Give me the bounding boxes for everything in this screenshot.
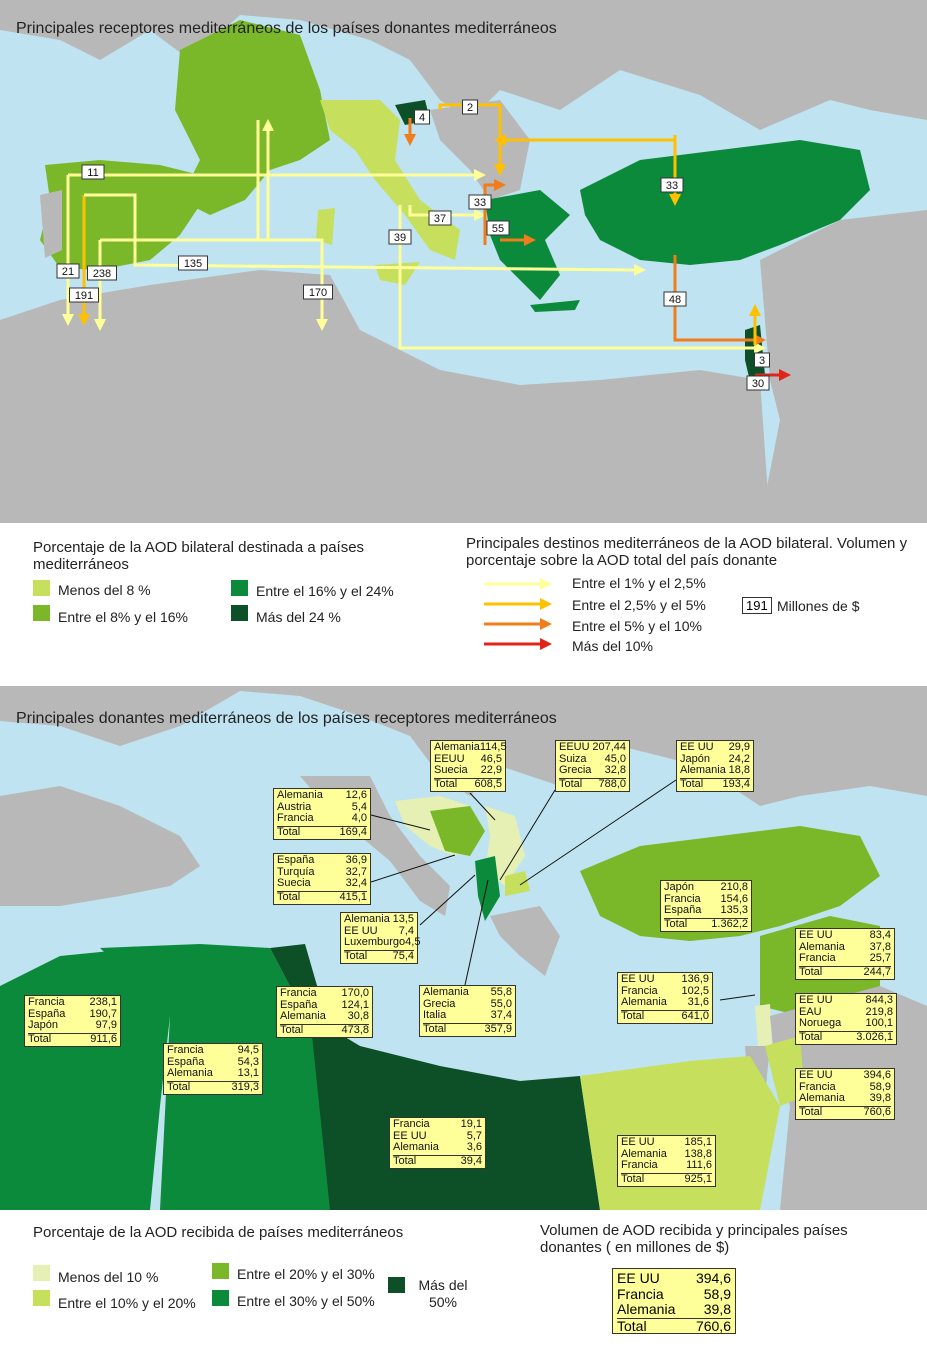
donor-value: 190,7 [89,1007,117,1020]
donor-row [280,988,369,1000]
donor-value: 31,6 [687,996,709,1008]
flow-value: 21 [61,266,75,278]
donor-value: 46,5 [480,752,502,765]
donor-value: 13,1 [237,1067,259,1079]
flow-value: 37 [433,213,447,225]
donor-row [621,1160,712,1172]
total-row [680,778,750,791]
flow-value: 170 [308,287,328,299]
total-value: 193,4 [722,777,750,790]
donor-name: Alemania [680,764,726,776]
flow-value: 39 [393,232,407,244]
legend1-dest-1: Entre el 2,5% y el 5% [572,597,706,613]
donor-name: Francia [277,812,314,824]
recipient-box [660,880,752,932]
total-value: 357,9 [484,1022,512,1035]
donor-name: Japón [664,881,694,893]
donor-value: 5,4 [351,800,367,813]
total-row [393,1155,482,1168]
total-row [280,1024,369,1037]
flow-value: 191 [74,290,94,302]
donor-row [277,813,367,825]
total-row [799,966,891,979]
donor-value: 4,5 [405,936,421,948]
total-label: Total [799,1030,823,1043]
donor-name: EE UU [621,1136,655,1148]
total-value: 760,6 [863,1105,891,1118]
donor-row [277,878,367,890]
legend2-vol-total-value: 760,6 [695,1317,731,1334]
donor-name: Suecia [434,764,468,776]
donor-name: Alemania [799,940,845,953]
donor-name: Alemania [167,1067,213,1079]
total-value: 39,4 [460,1154,482,1167]
donor-value: 94,5 [237,1044,259,1056]
total-label: Total [167,1080,191,1093]
donor-row [559,765,626,777]
donor-name: Noruega [799,1017,842,1029]
total-value: 1.362,2 [711,917,748,930]
donor-value: 219,8 [865,1005,893,1018]
donor-value: 136,9 [681,973,709,985]
donor-name: Francia [28,996,65,1008]
total-row [277,826,367,839]
donor-value: 29,9 [728,741,750,753]
total-label: Total [434,777,458,790]
recipient-box [24,995,121,1047]
donor-row [680,765,750,777]
legend2-item-4: Más del 50% [418,1277,468,1310]
donor-value: 100,1 [865,1017,893,1029]
donor-row [344,936,421,949]
legend1-dest-0: Entre el 1% y el 2,5% [572,575,706,591]
legend1-item-2: Entre el 16% y el 24% [256,583,394,599]
map2-title: Principales donantes mediterráneos de los países receptores mediterráneos [16,710,557,727]
flow-value: 238 [92,268,112,280]
donor-value: 394,6 [863,1069,891,1081]
donor-row [799,1018,893,1030]
total-row [621,1010,709,1023]
total-row [277,891,367,904]
flow-value: 55 [491,223,505,235]
recipient-box [276,986,373,1038]
total-value: 473,8 [341,1023,369,1036]
donor-row [559,742,626,754]
legend1-dest-3: Más del 10% [572,638,653,654]
donor-value: 124,1 [341,998,369,1011]
total-label: Total [277,890,301,903]
total-row [434,778,502,791]
flow-value: 3 [758,355,766,367]
total-row [799,1106,891,1119]
total-row [799,1031,893,1044]
donor-name: EEUU [434,752,465,765]
donor-row [799,930,891,942]
donor-row [621,974,709,986]
total-row [423,1023,512,1036]
total-label: Total [423,1022,447,1035]
donor-name: Alemania [799,1092,845,1104]
donor-map [0,0,927,523]
donor-value: 39,8 [869,1092,891,1104]
donor-value: 12,6 [345,789,367,801]
total-label: Total [280,1023,304,1036]
legend2-swatch-0 [33,1265,50,1281]
donor-value: 13,5 [392,913,414,925]
legend1-unit-label: Millones de $ [777,598,860,614]
donor-name: Francia [799,952,836,964]
donor-value: 83,4 [869,929,891,941]
donor-name: Francia [621,984,658,997]
total-label: Total [559,777,583,790]
donor-name: Turquía [277,865,315,878]
legend2-item-1: Entre el 10% y el 20% [58,1295,196,1311]
donor-value: 102,5 [681,984,709,997]
total-label: Total [28,1032,52,1045]
flow-value: 4 [418,112,426,124]
donor-row [621,1137,712,1149]
recipient-box [795,1068,895,1120]
donor-name: Alemania [393,1141,439,1153]
donor-name: Luxemburgo [344,936,406,948]
total-label: Total [799,1105,823,1118]
legend1-swatch-3 [231,605,248,621]
total-row [559,778,626,791]
donor-row [277,855,367,867]
total-row [28,1033,117,1046]
total-value: 911,6 [90,1032,117,1045]
legend2-vol-total-label: Total [617,1317,647,1334]
donor-name: Francia [664,892,701,905]
legend1-item-3: Más del 24 % [256,609,341,625]
total-label: Total [277,825,301,838]
donor-name: EE UU [344,924,378,937]
recipient-box [617,1135,716,1187]
donor-row [277,790,367,802]
donor-name: Grecia [559,764,592,776]
total-value: 169,4 [339,825,367,838]
donor-row [167,1068,259,1080]
donor-value: 54,3 [237,1055,259,1068]
total-row [664,918,748,931]
donor-value: 55,0 [490,997,512,1010]
donor-value: 19,1 [460,1118,482,1130]
donor-name: EE UU [680,741,714,753]
donor-name: España [167,1055,205,1068]
donor-name: Alemania [434,741,480,753]
donor-value: 154,6 [720,892,748,905]
legend2-item-3: Entre el 30% y el 50% [237,1293,375,1309]
donor-row [28,997,117,1009]
donor-name: EE UU [799,929,833,941]
donor-value: 3,6 [466,1141,482,1153]
donor-value: 36,9 [345,854,367,866]
total-label: Total [621,1172,645,1185]
donor-value: 37,4 [490,1009,512,1021]
donor-row [799,953,891,965]
donor-name: España [664,904,702,916]
donor-value: 185,1 [684,1136,712,1148]
legend2-vol-val-2: 39,8 [703,1301,731,1317]
donor-name: Francia [799,1080,836,1093]
donor-row [434,765,502,777]
flow-value: 2 [466,102,474,114]
total-label: Total [621,1009,645,1022]
region-lebanon [755,1004,772,1046]
donor-name: EAU [799,1005,822,1018]
legend2-vol-name-0: EE UU [617,1270,660,1286]
donor-value: 210,8 [720,881,748,893]
donor-row [423,1010,512,1022]
map1-title: Principales receptores mediterráneos de los países donantes mediterráneos [16,20,557,37]
donor-row [664,882,748,894]
donor-value: 7,4 [398,924,414,937]
legend2-item-2: Entre el 20% y el 30% [237,1266,375,1282]
donor-value: 170,0 [341,987,369,999]
recipient-box [430,740,506,792]
total-label: Total [344,949,368,962]
donor-row [434,741,507,754]
donor-name: EE UU [621,973,655,985]
donor-value: 4,0 [351,812,367,824]
donor-name: Francia [393,1118,430,1130]
total-value: 244,7 [863,965,891,978]
recipient-box [389,1117,486,1169]
legend2-swatch-1 [33,1290,50,1306]
donor-value: 22,9 [480,764,502,776]
total-value: 788,0 [598,777,626,790]
donor-value: 135,3 [720,904,748,916]
donor-name: Francia [280,987,317,999]
total-value: 925,1 [684,1172,712,1185]
recipient-box [617,972,713,1024]
total-row [344,950,414,963]
legend2-vol-title: Volumen de AOD recibida y principales países donantes ( en millones de $) [540,1222,848,1256]
legend2-swatch-4 [388,1277,405,1293]
total-value: 3.026,1 [856,1030,893,1043]
legend2-swatch-2 [212,1263,229,1279]
donor-name: EEUU [559,741,590,753]
flow-value: 30 [751,378,765,390]
donor-name: Japón [680,752,710,765]
donor-name: Alemania [621,996,667,1008]
legend1-swatch-1 [33,605,50,621]
donor-value: 45,0 [604,752,626,765]
total-label: Total [799,965,823,978]
legend2-vol-name-2: Alemania [617,1301,676,1317]
donor-name: Francia [621,1159,658,1171]
donor-row [393,1119,482,1131]
donor-row [423,987,512,999]
recipient-box [676,740,754,792]
donor-value: 32,8 [604,764,626,776]
donor-row [799,1093,891,1105]
legend2-vol-name-1: Francia [617,1285,664,1302]
legend2-vol-box [612,1268,736,1334]
legend1-swatch-0 [33,580,50,596]
donor-value: 114,5 [479,741,507,753]
recipient-box [163,1043,263,1095]
recipient-box [795,928,895,980]
donor-value: 844,3 [865,994,893,1006]
donor-value: 58,9 [869,1080,891,1093]
donor-name: Alemania [344,913,390,925]
total-row [167,1081,259,1094]
donor-name: Francia [167,1044,204,1056]
legend1-arrows [482,574,552,654]
donor-value: 97,9 [95,1019,117,1031]
recipient-box [555,740,630,792]
flow-value: 33 [665,180,679,192]
total-value: 75,4 [392,949,414,962]
donor-value: 18,8 [728,764,750,776]
donor-value: 207,44 [592,741,626,753]
donor-name: Austria [277,800,312,813]
donor-name: España [277,854,315,866]
total-row [621,1173,712,1186]
donor-row [799,995,893,1007]
donor-name: Alemania [280,1010,326,1022]
donor-name: Suecia [277,877,311,889]
legend1-item-0: Menos del 8 % [58,582,151,598]
donor-value: 55,8 [490,986,512,998]
recipient-box [273,788,371,840]
donor-row [621,997,709,1009]
donor-row [167,1045,259,1057]
donor-value: 24,2 [728,752,750,765]
flow-value: 11 [87,167,99,179]
recipient-box [419,985,516,1037]
donor-value: 111,6 [686,1159,712,1171]
legend1-swatch-2 [231,580,248,596]
total-value: 319,3 [231,1080,259,1093]
donor-name: España [280,998,318,1011]
donor-name: España [28,1007,66,1020]
flow-value: 135 [183,258,203,270]
flow-value: 48 [668,294,682,306]
legend2-item-0: Menos del 10 % [58,1269,159,1285]
donor-name: EE UU [393,1129,427,1142]
donor-value: 37,8 [869,940,891,953]
total-label: Total [393,1154,417,1167]
legend1-unit-value: 191 [742,597,772,614]
recipient-box [340,912,421,964]
donor-value: 30,8 [347,1010,369,1022]
donor-name: Japón [28,1019,58,1031]
donor-name: Alemania [277,789,323,801]
donor-row [344,914,414,926]
donor-name: Grecia [423,997,456,1010]
legend1-item-1: Entre el 8% y el 16% [58,609,188,625]
recipient-box [795,993,897,1045]
donor-name: Alemania [423,986,469,998]
legend2-vol-val-1: 58,9 [703,1285,731,1302]
total-value: 415,1 [339,890,367,903]
donor-value: 32,4 [345,877,367,889]
legend1-dest-title: Principales destinos mediterráneos de la AOD bilateral. Volumen y porcentaje sobre la AOD total del país donante [466,535,908,569]
donor-value: 238,1 [89,996,117,1008]
donor-name: Alemania [621,1147,667,1160]
total-value: 608,5 [474,777,502,790]
donor-name: Suiza [559,752,587,765]
donor-row [280,1011,369,1023]
total-label: Total [664,917,688,930]
donor-row [799,1070,891,1082]
legend1-dest-2: Entre el 5% y el 10% [572,618,702,634]
legend1-pct-title: Porcentaje de la AOD bilateral destinada a países mediterráneos [33,539,365,573]
donor-value: 32,7 [345,865,367,878]
donor-value: 138,8 [684,1147,712,1160]
total-value: 641,0 [681,1009,709,1022]
donor-name: Italia [423,1009,447,1021]
legend2-vol-val-0: 394,6 [695,1270,731,1286]
donor-row [393,1142,482,1154]
recipient-box [273,853,371,905]
donor-row [680,742,750,754]
donor-name: EE UU [799,1069,833,1081]
legend2-swatch-3 [212,1290,229,1306]
region-middle-east [760,210,927,523]
donor-name: EE UU [799,994,833,1006]
donor-row [28,1020,117,1032]
flow-value: 33 [473,197,487,209]
donor-row [664,905,748,917]
legend2-pct-title: Porcentaje de la AOD recibida de países mediterráneos [33,1224,404,1241]
donor-value: 5,7 [466,1129,482,1142]
total-label: Total [680,777,704,790]
donor-value: 25,7 [869,952,891,964]
